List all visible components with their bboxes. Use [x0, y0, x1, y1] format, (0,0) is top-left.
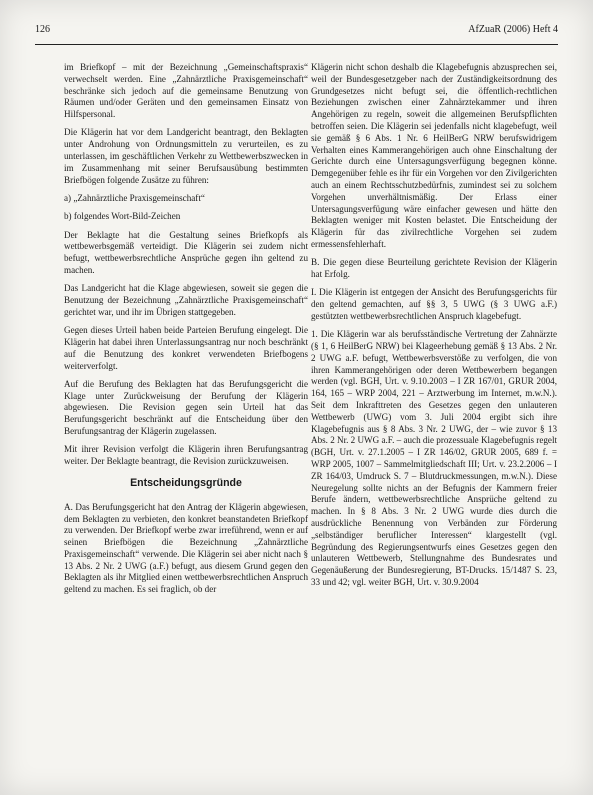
right-column — [311, 62, 557, 595]
section-heading: Entscheidungsgründe — [130, 476, 242, 489]
running-header — [35, 24, 558, 38]
paragraph: im Briefkopf – mit der Bezeichnung „Gemeinschaftspraxis“ verwechselt werden. Eine „Zahnärztliche Praxisgemeinschaft“ beschränke sich jedoch auf die gemeinsame Benutzung von Räumen und/oder Geräten und den gemeinsamen Einsatz von Hilfspersonal. — [64, 62, 308, 120]
header-rule — [35, 44, 558, 45]
journal-citation: AfZuaR (2006) Heft 4 — [468, 24, 558, 35]
paragraph: Mit ihrer Revision verfolgt die Klägerin ihren Berufungsantrag weiter. Der Beklagte beantragt, die Revision zurückzuweisen. — [64, 444, 308, 467]
page-number: 126 — [35, 24, 50, 35]
paragraph: Der Beklagte hat die Gestaltung seines Briefkopfs als wettbewerbsgemäß verteidigt. Die Klägerin sei zudem nicht befugt, wettbewerbsrechtliche Ansprüche gegen ihn geltend zu machen. — [64, 229, 308, 275]
paragraph: Das Landgericht hat die Klage abgewiesen, soweit sie gegen die Benutzung der Bezeichnung „Zahnärztliche Praxisgemeinschaft“ gerichtet war, und ihr im Übrigen stattgegeben. — [64, 283, 308, 317]
left-column — [64, 62, 308, 603]
paragraph: B. Die gegen diese Beurteilung gerichtete Revision der Klägerin hat Erfolg. — [311, 257, 557, 280]
paragraph: Die Klägerin hat vor dem Landgericht beantragt, den Beklagten unter Androhung von Ordnungsmitteln zu verurteilen, es zu unterlassen, im geschäftlichen Verkehr zu Wettbewerbszwecken in im Zusammenhang mit seiner Berufsausübung bestimmten Briefbögen folgende Zusätze zu führen: — [64, 127, 308, 185]
paragraph: A. Das Berufungsgericht hat den Antrag der Klägerin abgewiesen, dem Beklagten zu verbieten, den konkret beanstandeten Briefkopf zu verwenden. Der Briefkopf werbe zwar irreführend, wenn er auf seinen Briefbögen die Bezeichnung „Zahnärztliche Praxisgemeinschaft“ verwende. Die Klägerin sei aber nicht nach § 13 Abs. 2 Nr. 2 UWG (a.F.) befugt, aus diesem Grund gegen den Beklagten als ihr Mitglied einen wettbewerbsrechtlichen Anspruch geltend zu machen. Es sei fraglich, ob der — [64, 501, 308, 595]
paragraph: Auf die Berufung des Beklagten hat das Berufungsgericht die Klage unter Zurückweisung der Berufung der Klägerin abgewiesen. Die Revision gegen sein Urteil hat das Berufungsgericht beschränkt auf die Entscheidung über den Berufungsantrag der Klägerin zugelassen. — [64, 378, 308, 437]
paragraph: Gegen dieses Urteil haben beide Parteien Berufung eingelegt. Die Klägerin hat dabei ihren Unterlassungsantrag nur noch beschränkt auf die Benutzung des konkret verwendeten Briefbogens weiterverfolgt. — [64, 325, 308, 371]
paragraph: b) folgendes Wort-Bild-Zeichen — [64, 211, 181, 222]
paragraph: a) „Zahnärztliche Praxisgemeinschaft“ — [64, 192, 205, 203]
paragraph: Klägerin nicht schon deshalb die Klagebefugnis abzusprechen sei, weil der Bundesgesetzgeber nach der Zuständigkeitsordnung des Grundgesetzes nicht befugt sei, die öffentlich-rechtlichen Beziehungen zwischen einer Zahnärztekammer und ihren Angehörigen zu regeln, soweit die allgemeinen Berufspflichten betroffen seien. Die Klägerin sei jedenfalls nicht klagebefugt, weil sie gemäß § 6 Abs. 1 Nr. 6 HeilBerG NRW berufswidrigem Verhalten eines Kammerangehörigen auch ohne Einschaltung der Gerichte durch eine Untersagungsverfügung begegnen könne. Demgegenüber fehle es ihr für ein Vorgehen vor den Zivilgerichten auch an einem Rechtsschutzbedürfnis, zumindest sei zu solchem Vorgehen unverhältnismäßig. Der Erlass einer Untersagungsverfügung wäre einfacher gewesen und hätte den Beklagten weniger mit Kosten belastet. Die Entscheidung der Klägerin für das zivilrechtliche Vorgehen sei zudem ermessensfehlerhaft. — [311, 62, 557, 249]
paragraph: 1. Die Klägerin war als berufsständische Vertretung der Zahnärzte (§ 1, 6 HeilBerG NRW) bei Klageerhebung gemäß § 13 Abs. 2 Nr. 2 UWG a.F. befugt, Wettbewerbsverstöße zu verfolgen, die von ihren Kammerangehörigen oder deren Wettbewerbern begangen werden (vgl. BGH, Urt. v. 9.10.2003 – I ZR 167/01, GRUR 2004, 164, 165 – WRP 2004, 221 – Arztwerbung im Internet, m.w.N.). Seit dem Inkrafttreten des Gesetzes gegen den unlauteren Wettbewerb (UWG) vom 3. Juli 2004 ergibt sich ihre Klagebefugnis aus § 8 Abs. 3 Nr. 2 UWG, der – wie zuvor § 13 Abs. 2 Nr. 2 UWG a.F. – auch die prozessuale Klagebefugnis regelt (BGH, Urt. v. 27.1.2005 – I ZR 146/02, GRUR 2005, 689 f. = WRP 2005, 1007 – Sammelmitgliedschaft III; Urt. v. 23.2.2006 – I ZR 164/03, Umdruck S. 7 – Blutdruckmessungen, m.w.N.). Diese Neuregelung sollte nichts an der Befugnis der Kammern freier Berufe ändern, wettbewerbsrechtliche Ansprüche geltend zu machen. In § 8 Abs. 3 Nr. 2 UWG wurde dies durch die ausdrückliche Benennung von Verbänden zur Förderung „selbständiger beruflicher Interessen“ klargestellt (vgl. Begründung des Regierungsentwurfs eines Gesetzes gegen den unlauteren Wettbewerb, Stellungnahme des Bundesrates und Gegenäußerung der Bundesregierung, BT-Drucks. 15/1487 S. 23, 33 und 42; vgl. weiter BGH, Urt. v. 30.9.2004 — [311, 329, 557, 587]
paragraph: I. Die Klägerin ist entgegen der Ansicht des Berufungsgerichts für den geltend gemachten, auf §§ 3, 5 UWG (§ 3 UWG a.F.) gestützten wettbewerbsrechtlichen Anspruch klagebefugt. — [311, 287, 557, 321]
